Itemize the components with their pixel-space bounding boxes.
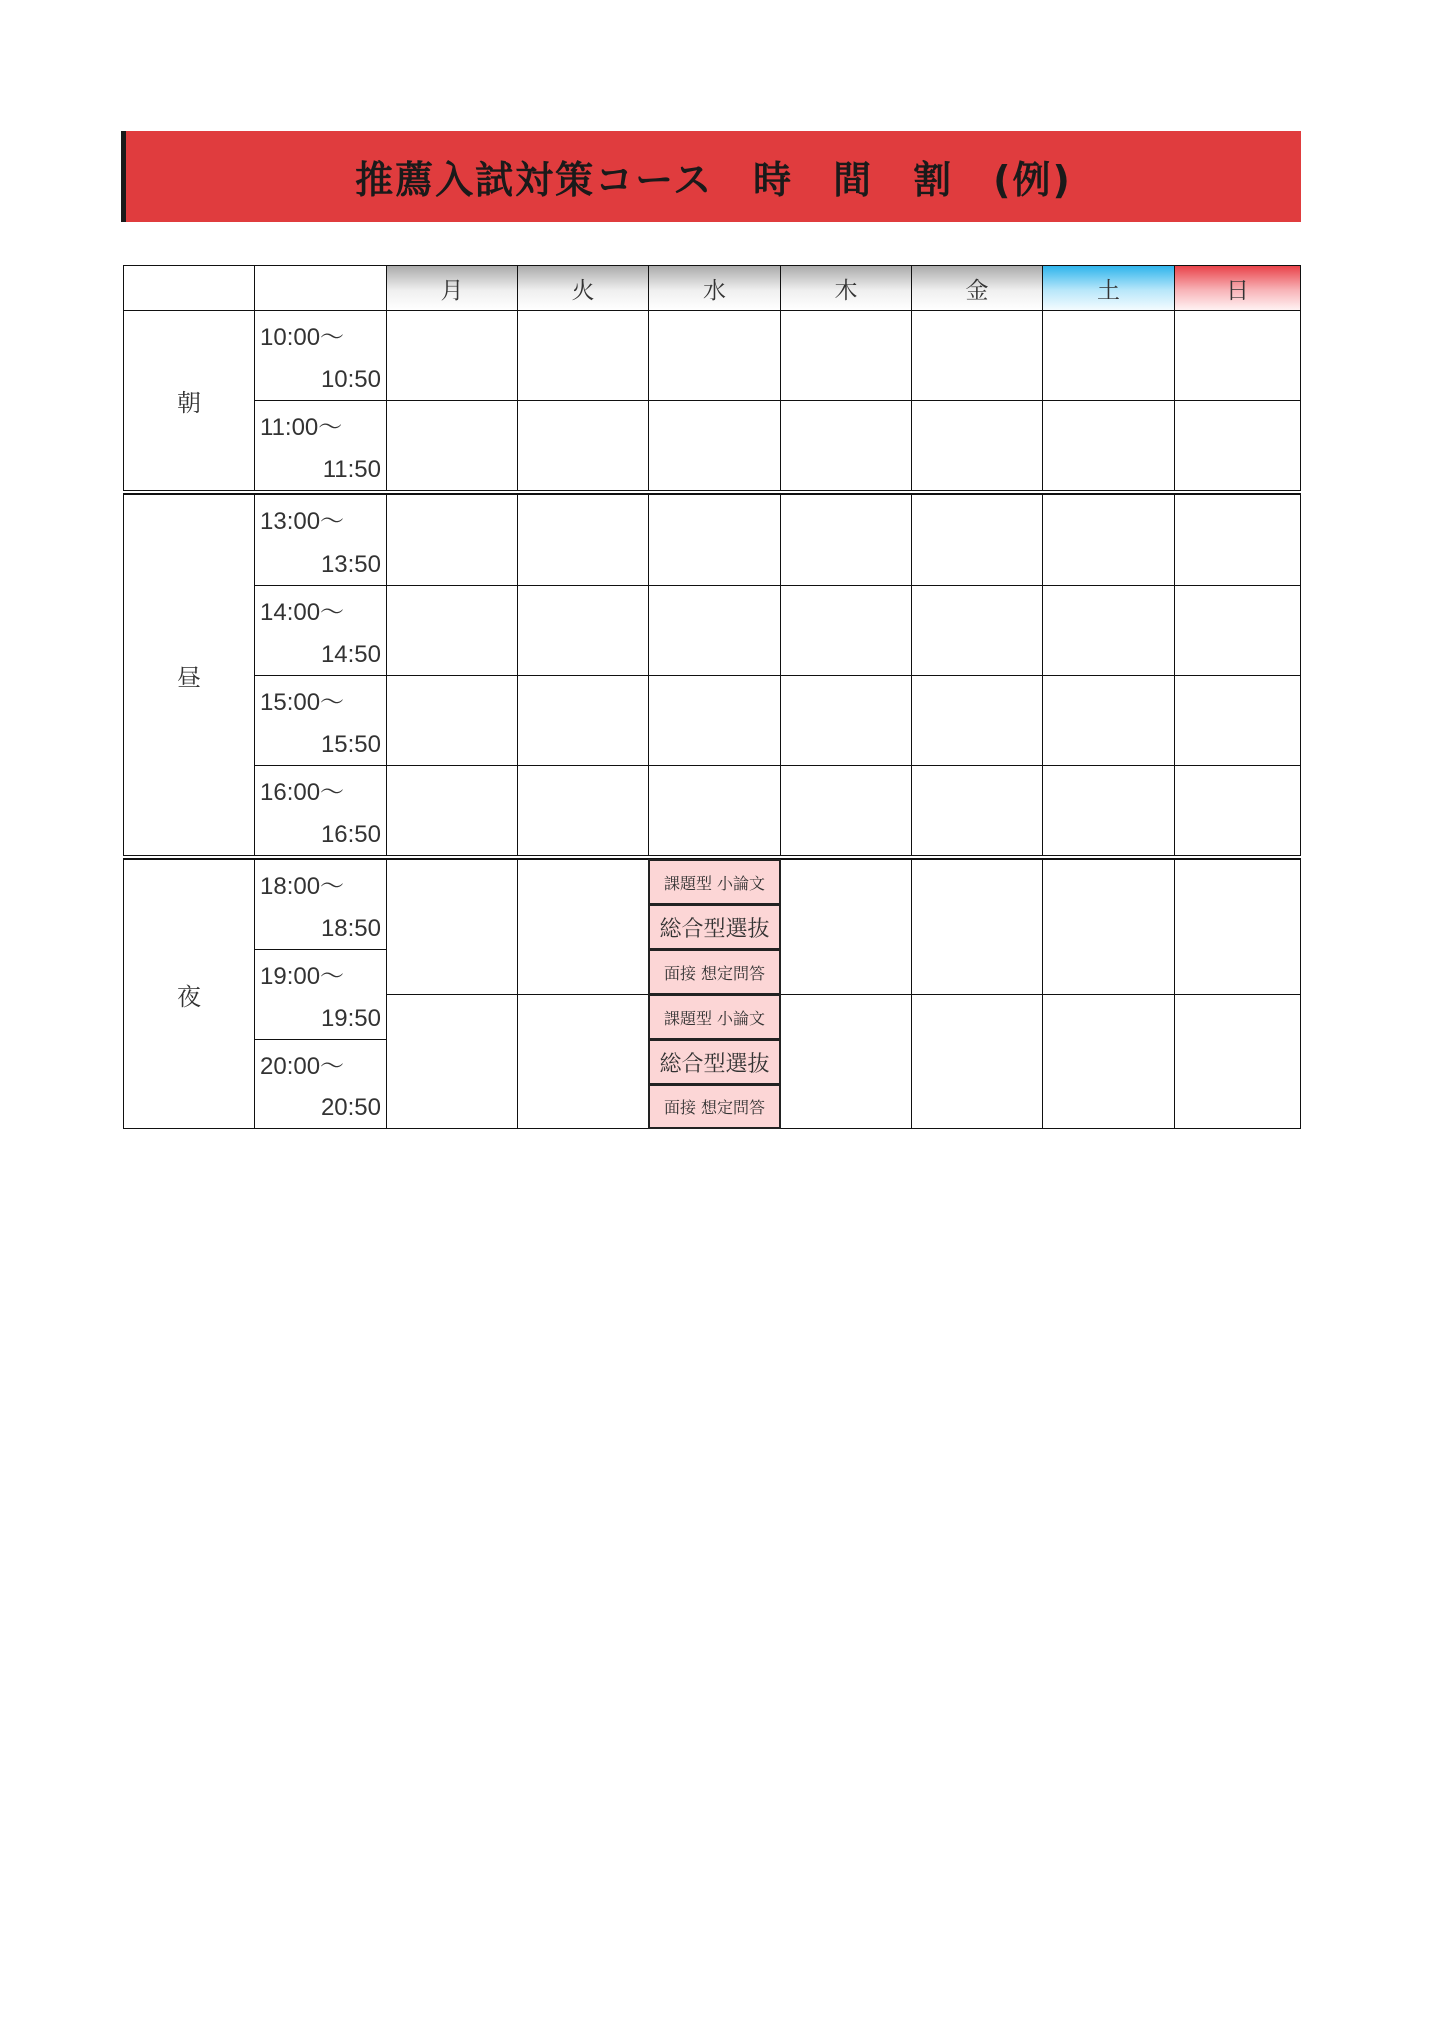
time-end: 20:50 (320, 1094, 381, 1121)
time-start: 14:00～ (260, 599, 345, 626)
timetable-cell (1174, 494, 1301, 586)
header-blank-time (254, 265, 387, 311)
timetable-cell (780, 494, 912, 586)
timetable-cell (648, 400, 781, 491)
day-header-wed: 水 (648, 265, 781, 311)
class-course-block: 総合型選抜 (648, 1039, 781, 1085)
day-header-sat: 土 (1042, 265, 1175, 311)
timetable-cell (648, 494, 781, 586)
timetable-cell (386, 859, 518, 995)
time-slot (254, 400, 387, 491)
day-header-tue: 火 (517, 265, 649, 311)
timetable-cell (1042, 585, 1175, 676)
class-topic-block: 課題型 小論文 (648, 859, 781, 905)
timetable-cell (648, 675, 781, 766)
timetable-cell (1042, 765, 1175, 856)
class-interview-block: 面接 想定問答 (648, 949, 781, 995)
timetable-cell (780, 994, 912, 1129)
class-interview-block: 面接 想定問答 (648, 1084, 781, 1129)
timetable-cell (1042, 994, 1175, 1129)
period-morning: 朝 (123, 310, 255, 491)
time-end: 16:50 (320, 821, 381, 848)
timetable-cell (517, 494, 649, 586)
time-end: 13:50 (320, 551, 381, 578)
time-slot (254, 310, 387, 401)
time-start: 16:00～ (260, 779, 345, 806)
timetable-cell (1042, 675, 1175, 766)
period-night: 夜 (123, 859, 255, 1129)
timetable-cell (1042, 494, 1175, 586)
timetable-cell (1174, 994, 1301, 1129)
timetable-cell (780, 585, 912, 676)
time-end: 14:50 (320, 641, 381, 668)
time-start: 19:00～ (260, 963, 345, 990)
time-start: 15:00～ (260, 689, 345, 716)
class-course-block: 総合型選抜 (648, 904, 781, 950)
timetable-cell (1174, 310, 1301, 401)
time-slot (254, 1039, 387, 1129)
time-start: 11:00～ (260, 414, 343, 441)
time-start: 10:00～ (260, 324, 345, 351)
header-blank-period (123, 265, 255, 311)
timetable-cell (911, 675, 1043, 766)
timetable-cell (386, 585, 518, 676)
timetable-cell (911, 494, 1043, 586)
timetable-cell (780, 859, 912, 995)
period-afternoon: 昼 (123, 494, 255, 856)
timetable-cell (911, 585, 1043, 676)
day-header-fri: 金 (911, 265, 1043, 311)
timetable-cell (1042, 310, 1175, 401)
time-slot (254, 859, 387, 950)
day-header-mon: 月 (386, 265, 518, 311)
day-header-sun: 日 (1174, 265, 1301, 311)
timetable-cell (648, 585, 781, 676)
timetable-cell (517, 859, 649, 995)
timetable-cell (1042, 859, 1175, 995)
timetable-cell (1174, 859, 1301, 995)
time-end: 15:50 (320, 731, 381, 758)
time-end: 19:50 (320, 1005, 381, 1032)
time-slot (254, 585, 387, 676)
timetable-cell (1174, 400, 1301, 491)
timetable-cell (517, 585, 649, 676)
timetable-cell (517, 675, 649, 766)
class-topic-block: 課題型 小論文 (648, 994, 781, 1040)
timetable-cell (517, 310, 649, 401)
timetable-cell (386, 494, 518, 586)
timetable-cell (517, 400, 649, 491)
day-header-thu: 木 (780, 265, 912, 311)
time-slot (254, 675, 387, 766)
timetable-cell (911, 765, 1043, 856)
timetable-cell (386, 310, 518, 401)
timetable-cell (386, 400, 518, 491)
timetable-cell (911, 400, 1043, 491)
timetable-cell (780, 765, 912, 856)
timetable-cell (386, 675, 518, 766)
timetable-cell (1174, 585, 1301, 676)
timetable-cell (780, 400, 912, 491)
timetable-cell (780, 310, 912, 401)
time-start: 20:00～ (260, 1053, 345, 1080)
timetable-cell (1174, 675, 1301, 766)
timetable-cell (911, 994, 1043, 1129)
time-slot (254, 494, 387, 586)
timetable-cell (648, 310, 781, 401)
timetable-cell (911, 310, 1043, 401)
time-end: 11:50 (322, 456, 381, 483)
time-start: 13:00～ (260, 508, 345, 535)
timetable-cell (1174, 765, 1301, 856)
timetable-cell (386, 765, 518, 856)
title-bar (121, 131, 1301, 222)
time-end: 10:50 (320, 366, 381, 393)
timetable-cell (517, 994, 649, 1129)
timetable-cell (386, 994, 518, 1129)
time-end: 18:50 (320, 915, 381, 942)
timetable-cell (1042, 400, 1175, 491)
timetable-cell (780, 675, 912, 766)
time-start: 18:00～ (260, 873, 345, 900)
timetable-cell (911, 859, 1043, 995)
page-title: 推薦入試対策コース 時 間 割 (例) (355, 158, 1072, 202)
time-slot (254, 949, 387, 1040)
timetable-cell (517, 765, 649, 856)
timetable-cell (648, 765, 781, 856)
time-slot (254, 765, 387, 856)
